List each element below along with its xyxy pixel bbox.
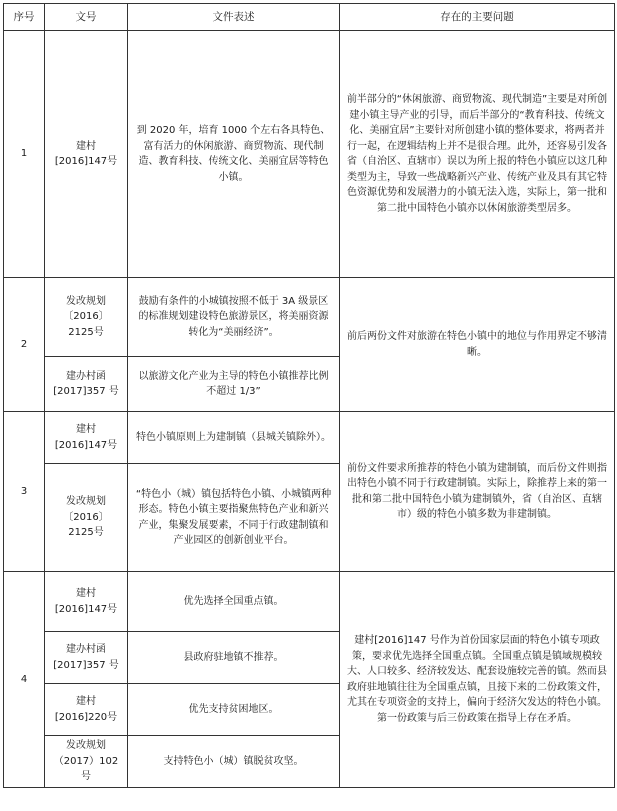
document-description: 优先选择全国重点镇。 [128, 572, 340, 632]
header-problem: 存在的主要问题 [340, 4, 615, 31]
document-code: 建办村函[2017]357 号 [45, 632, 128, 684]
header-desc: 文件表述 [128, 4, 340, 31]
document-code: 建村[2016]147号 [45, 31, 128, 278]
table-row [4, 31, 615, 278]
table-row [4, 572, 615, 632]
main-problem: 前后两份文件对旅游在特色小镇中的地位与作用界定不够清晰。 [340, 278, 615, 412]
document-description: 支持特色小（城）镇脱贫攻坚。 [128, 736, 340, 788]
document-description: 特色小镇原则上为建制镇（县城关镇除外）。 [128, 412, 340, 464]
document-code: 建办村函[2017]357 号 [45, 357, 128, 412]
policy-table [3, 3, 615, 788]
row-index: 1 [4, 31, 45, 278]
main-problem: 前份文件要求所推荐的特色小镇为建制镇，而后份文件则指出特色小镇不同于行政建制镇。实际上，除推荐上来的第一批和第二批中国特色小镇为建制镇外，省（自治区、直辖市）级的特色小镇多数为非建制镇。 [340, 412, 615, 572]
document-code: 发改规划〔2016〕2125号 [45, 278, 128, 357]
document-code: 发改规划〔2016〕2125号 [45, 464, 128, 572]
document-code: 建村[2016]220号 [45, 684, 128, 736]
header-row [4, 4, 615, 31]
document-description: 到 2020 年，培育 1000 个左右各具特色、富有活力的休闲旅游、商贸物流、现代制造、教育科技、传统文化、美丽宜居等特色小镇。 [128, 31, 340, 278]
document-code: 建村[2016]147号 [45, 572, 128, 632]
table-row [4, 412, 615, 464]
row-index: 4 [4, 572, 45, 788]
document-description: “特色小（城）镇包括特色小镇、小城镇两种形态。特色小镇主要指聚焦特色产业和新兴产业，集聚发展要素，不同于行政建制镇和产业园区的创新创业平台。 [128, 464, 340, 572]
document-description: 以旅游文化产业为主导的特色小镇推荐比例不超过 1/3” [128, 357, 340, 412]
document-description: 鼓励有条件的小城镇按照不低于 3A 级景区的标准规划建设特色旅游景区，将美丽资源转化为“美丽经济”。 [128, 278, 340, 357]
document-code: 发改规划（2017）102 号 [45, 736, 128, 788]
document-description: 优先支持贫困地区。 [128, 684, 340, 736]
row-index: 3 [4, 412, 45, 572]
main-problem: 建村[2016]147 号作为首份国家层面的特色小镇专项政策，要求优先选择全国重点镇。全国重点镇是镇域规模较大、人口较多、经济较发达、配套设施较完善的镇。然而县政府驻地镇往往为全国重点镇，且接下来的二份政策文件，尤其在专项资金的支持上，偏向于经济欠发达的特色小镇。第一份政策与后三份政策在指导上存在矛盾。 [340, 572, 615, 788]
header-index: 序号 [4, 4, 45, 31]
header-code: 文号 [45, 4, 128, 31]
table-row [4, 278, 615, 357]
row-index: 2 [4, 278, 45, 412]
main-problem: 前半部分的“休闲旅游、商贸物流、现代制造”主要是对所创建小镇主导产业的引导，而后半部分的“教育科技、传统文化、美丽宜居”主要针对所创建小镇的整体要求，将两者并行一起，在逻辑结构上并不是很合理。此外，还容易引发各省（自治区、直辖市）误以为所上报的特色小镇应以这几种类型为主，导致一些战略新兴产业、传统产业及具有其它特色资源优势和发展潜力的小镇无法入选，实际上，第一批和第二批中国特色小镇亦以休闲旅游类型居多。 [340, 31, 615, 278]
document-description: 县政府驻地镇不推荐。 [128, 632, 340, 684]
document-code: 建村[2016]147号 [45, 412, 128, 464]
